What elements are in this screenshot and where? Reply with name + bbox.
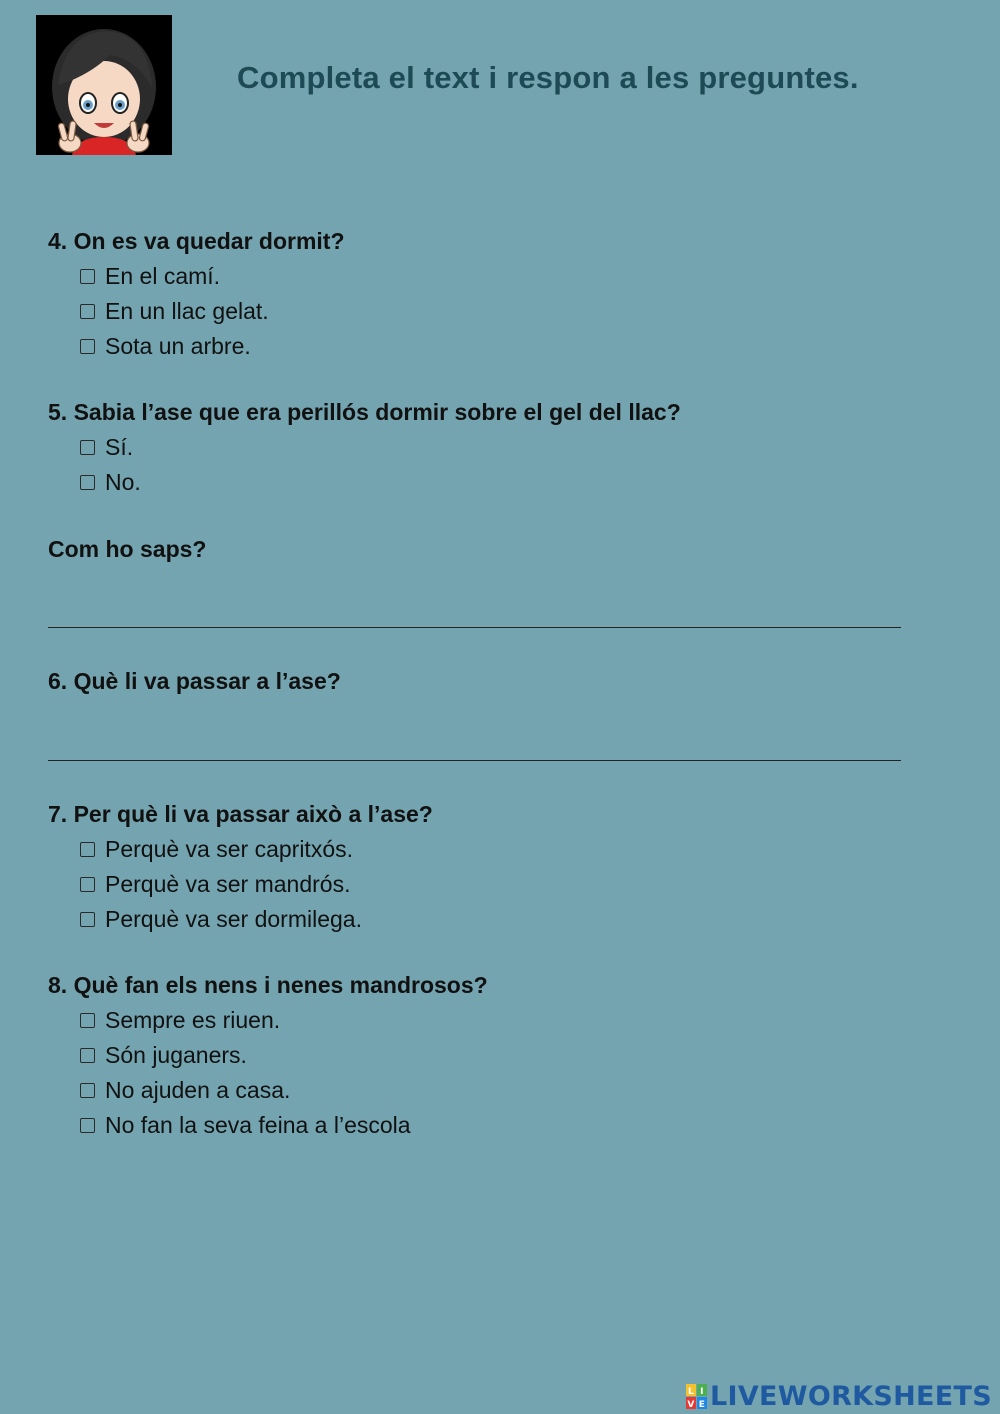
- svg-text:L: L: [687, 1386, 694, 1397]
- page-title: Completa el text i respon a les preguntes.: [237, 60, 859, 95]
- option-item[interactable]: [80, 871, 350, 898]
- option-label: No fan la seva feina a l’escola: [105, 1112, 411, 1138]
- option-item[interactable]: [80, 434, 133, 461]
- option-item[interactable]: [80, 1007, 280, 1034]
- option-label: No.: [105, 469, 141, 495]
- option-label: No ajuden a casa.: [105, 1077, 291, 1103]
- option-label: Són juganers.: [105, 1042, 247, 1068]
- girl-avatar-icon: [36, 15, 172, 155]
- option-label: Sempre es riuen.: [105, 1007, 281, 1033]
- option-label: Perquè va ser dormilega.: [105, 906, 362, 932]
- svg-text:E: E: [698, 1399, 706, 1410]
- question-4: 4. On es va quedar dormit?: [48, 228, 345, 254]
- checkbox[interactable]: [80, 339, 95, 354]
- checkbox[interactable]: [80, 1083, 95, 1098]
- checkbox[interactable]: [80, 440, 95, 455]
- checkbox[interactable]: [80, 304, 95, 319]
- checkbox[interactable]: [80, 269, 95, 284]
- answer-line[interactable]: [48, 760, 901, 761]
- brand-name: LIVEWORKSHEETS: [709, 1381, 992, 1412]
- answer-line[interactable]: [48, 627, 901, 628]
- svg-text:V: V: [687, 1399, 695, 1410]
- option-item[interactable]: [80, 1042, 247, 1069]
- option-item[interactable]: [80, 906, 362, 933]
- checkbox[interactable]: [80, 912, 95, 927]
- option-item[interactable]: [80, 836, 353, 863]
- checkbox[interactable]: [80, 1048, 95, 1063]
- checkbox[interactable]: [80, 842, 95, 857]
- option-label: Perquè va ser capritxós.: [105, 836, 354, 862]
- option-label: Perquè va ser mandrós.: [105, 871, 351, 897]
- liveworksheets-logo-icon: [686, 1384, 708, 1410]
- option-label: En el camí.: [105, 263, 221, 289]
- question-5: 5. Sabia l’ase que era perillós dormir sobre el gel del llac?: [48, 399, 681, 425]
- question-8: 8. Què fan els nens i nenes mandrosos?: [48, 972, 488, 998]
- option-label: Sí.: [105, 434, 134, 460]
- option-item[interactable]: [80, 469, 141, 496]
- option-label: Sota un arbre.: [105, 333, 251, 359]
- option-label: En un llac gelat.: [105, 298, 269, 324]
- checkbox[interactable]: [80, 1013, 95, 1028]
- liveworksheets-logo[interactable]: [686, 1381, 992, 1412]
- checkbox[interactable]: [80, 1118, 95, 1133]
- avatar: [36, 15, 172, 155]
- option-item[interactable]: [80, 1077, 290, 1104]
- question-6: 6. Què li va passar a l’ase?: [48, 668, 341, 694]
- option-item[interactable]: [80, 298, 269, 325]
- svg-text:I: I: [700, 1386, 704, 1397]
- option-item[interactable]: [80, 333, 251, 360]
- question-5-followup: Com ho saps?: [48, 536, 207, 562]
- question-7: 7. Per què li va passar això a l’ase?: [48, 801, 433, 827]
- option-item[interactable]: [80, 263, 220, 290]
- option-item[interactable]: [80, 1112, 411, 1139]
- checkbox[interactable]: [80, 877, 95, 892]
- checkbox[interactable]: [80, 475, 95, 490]
